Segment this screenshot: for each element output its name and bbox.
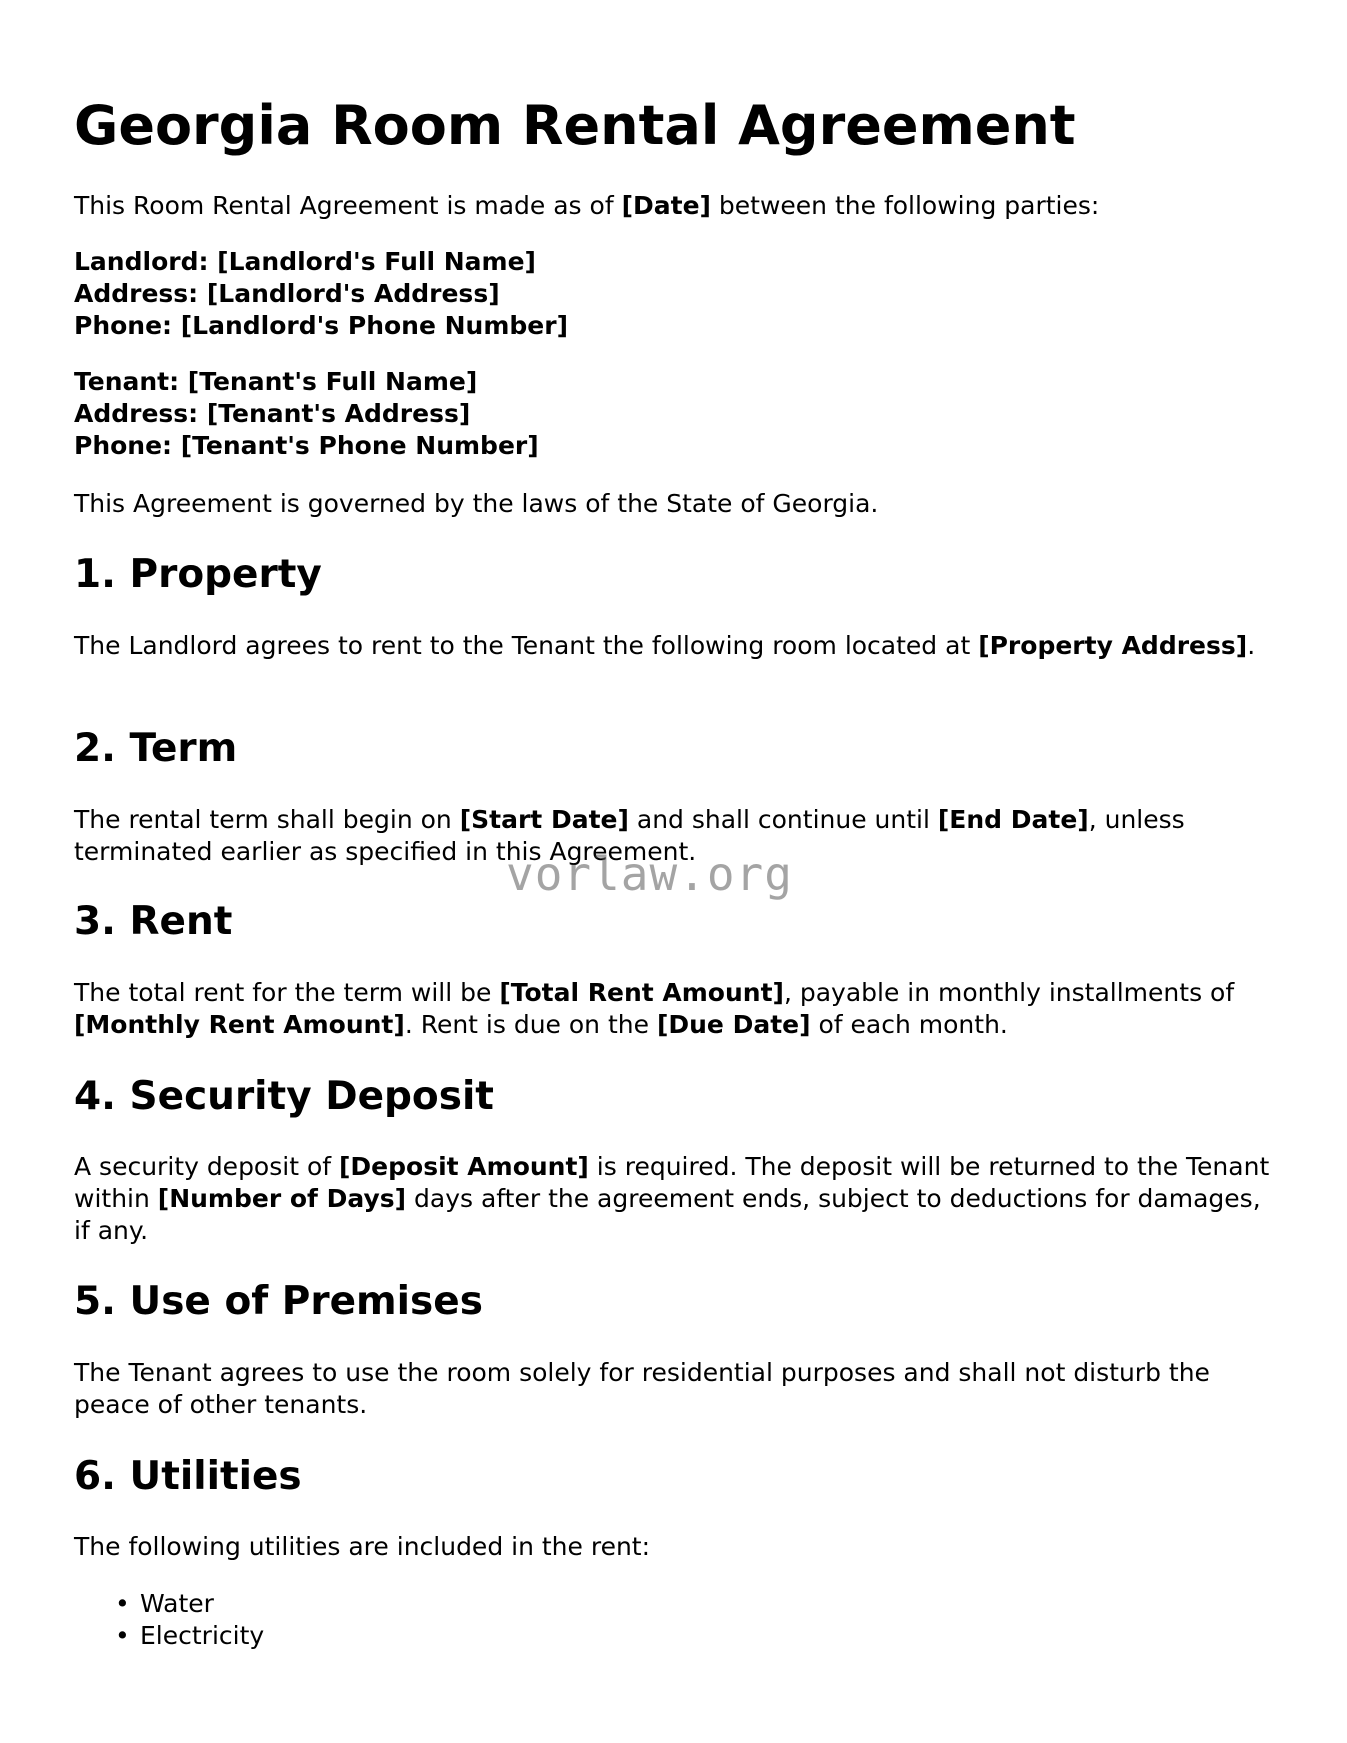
utilities-list (74, 1588, 264, 1652)
monthly-rent-placeholder: [Monthly Rent Amount] (74, 1010, 405, 1039)
end-date-placeholder: [End Date] (937, 805, 1089, 834)
property-address-placeholder: [Property Address] (978, 631, 1248, 660)
section-heading-rent: 3. Rent (74, 899, 233, 944)
watermark: vorlaw.org (506, 847, 793, 901)
utility-item-label: Water (140, 1589, 214, 1618)
landlord-address-line: Address: [Landlord's Address] (74, 279, 500, 308)
rent-text-1: The total rent for the term will be (74, 978, 500, 1007)
tenant-phone-line: Phone: [Tenant's Phone Number] (74, 431, 539, 460)
bullet-icon: • (115, 1621, 130, 1650)
intro-text-after: between the following parties: (710, 191, 1100, 220)
utilities-paragraph: The following utilities are included in the rent: (74, 1532, 651, 1561)
section-heading-utilities: 6. Utilities (74, 1454, 302, 1499)
deposit-text-1: A security deposit of (74, 1152, 339, 1181)
deposit-text-2: is required. The deposit will be returned to the Tenant within (74, 1152, 1270, 1213)
intro-date-placeholder: [Date] (621, 191, 711, 220)
deposit-paragraph (74, 1151, 1274, 1247)
total-rent-placeholder: [Total Rent Amount] (499, 978, 784, 1007)
rent-text-3: . Rent is due on the (404, 1010, 657, 1039)
intro-text-before: This Room Rental Agreement is made as of (74, 191, 622, 220)
deposit-amount-placeholder: [Deposit Amount] (339, 1152, 589, 1181)
start-date-placeholder: [Start Date] (459, 805, 629, 834)
premises-paragraph: The Tenant agrees to use the room solely for residential purposes and shall not disturb the peace of other tenants. (74, 1358, 1210, 1419)
section-heading-property: 1. Property (74, 552, 322, 597)
section-heading-use-of-premises: 5. Use of Premises (74, 1279, 483, 1324)
section-heading-security-deposit: 4. Security Deposit (74, 1074, 494, 1119)
governing-law-paragraph: This Agreement is governed by the laws of the State of Georgia. (74, 489, 879, 518)
term-text-2: and shall continue until (628, 805, 938, 834)
list-item (74, 1620, 264, 1652)
property-paragraph (74, 630, 1274, 662)
deposit-text-3: days after the agreement ends, subject to deductions for damages, if any. (74, 1184, 1261, 1245)
rent-paragraph (74, 977, 1274, 1041)
tenant-address-line: Address: [Tenant's Address] (74, 399, 471, 428)
term-text-3: , unless terminated earlier as specified in this Agreement. (74, 805, 1185, 866)
intro-paragraph (74, 190, 1274, 222)
section-heading-term: 2. Term (74, 726, 238, 771)
landlord-name-line: Landlord: [Landlord's Full Name] (74, 247, 536, 276)
utility-item-label: Electricity (140, 1621, 265, 1650)
landlord-block (74, 246, 568, 342)
property-text: The Landlord agrees to rent to the Tenant the following room located at (74, 631, 979, 660)
property-text-end: . (1247, 631, 1256, 660)
tenant-name-line: Tenant: [Tenant's Full Name] (74, 367, 478, 396)
document-title: Georgia Room Rental Agreement (74, 94, 1076, 157)
tenant-block (74, 366, 539, 462)
number-of-days-placeholder: [Number of Days] (157, 1184, 407, 1213)
due-date-placeholder: [Due Date] (656, 1010, 811, 1039)
list-item (74, 1588, 264, 1620)
bullet-icon: • (115, 1589, 130, 1618)
term-text-1: The rental term shall begin on (74, 805, 460, 834)
rent-text-2: , payable in monthly installments of (783, 978, 1235, 1007)
rent-text-4: of each month. (810, 1010, 1008, 1039)
term-paragraph (74, 804, 1274, 868)
landlord-phone-line: Phone: [Landlord's Phone Number] (74, 311, 569, 340)
